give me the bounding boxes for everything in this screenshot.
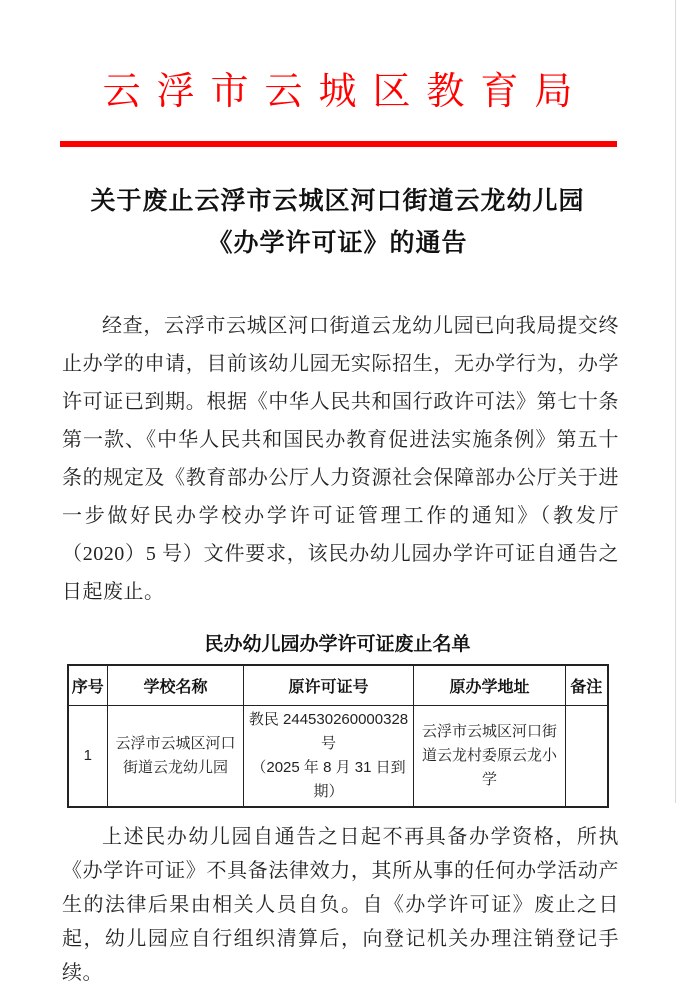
cell-remark xyxy=(566,705,608,807)
table-caption: 民办幼儿园办学许可证废止名单 xyxy=(204,634,471,655)
notice-title-line-2: 《办学许可证》的通告 xyxy=(207,230,468,257)
cell-index: 1 xyxy=(68,705,108,807)
agency-name: 云浮市云城区教育局 xyxy=(102,71,589,113)
notice-title xyxy=(0,181,675,265)
license-number-line-2: （2025 年 8 月 31 日到期） xyxy=(251,758,406,800)
table-header-remark: 备注 xyxy=(566,665,608,705)
red-divider xyxy=(60,141,617,147)
table-row xyxy=(68,705,608,807)
revocation-table xyxy=(67,664,609,808)
notice-title-line-1: 关于废止云浮市云城区河口街道云龙幼儿园 xyxy=(90,188,585,215)
table-header-license: 原许可证号 xyxy=(244,665,414,705)
body-paragraph-1: 经查，云浮市云城区河口街道云龙幼儿园已向我局提交终止办学的申请，目前该幼儿园无实际招生，无办学行为，办学许可证已到期。根据《中华人民共和国行政许可法》第七十条第一款、《中华人民共和国民办教育促进法实施条例》第五十条的规定及《教育部办公厅人力资源社会保障部办公厅关于进一步做好民办学校办学许可证管理工作的通知》（教发厅（2020）5 号）文件要求，该民办幼儿园办学许可证自通告之日起废止。 xyxy=(62,315,619,603)
body-paragraph-2: 上述民办幼儿园自通告之日起不再具备办学资格，所执《办学许可证》不具备法律效力，其所从事的任何办学活动产生的法律后果由相关人员自负。自《办学许可证》废止之日起，幼儿园应自行组织清算后，向登记机关办理注销登记手续。 xyxy=(62,825,619,984)
table-header-index: 序号 xyxy=(68,665,108,705)
agency-letterhead xyxy=(0,0,675,115)
cell-license-number xyxy=(244,705,414,807)
license-number-line-1: 教民 244530260000328 号 xyxy=(248,710,409,752)
table-header-row xyxy=(68,665,608,705)
table-header-school: 学校名称 xyxy=(108,665,244,705)
cell-school-name: 云浮市云城区河口街道云龙幼儿园 xyxy=(108,705,244,807)
table-header-address: 原办学地址 xyxy=(414,665,566,705)
cell-address: 云浮市云城区河口街道云龙村委原云龙小学 xyxy=(414,705,566,807)
